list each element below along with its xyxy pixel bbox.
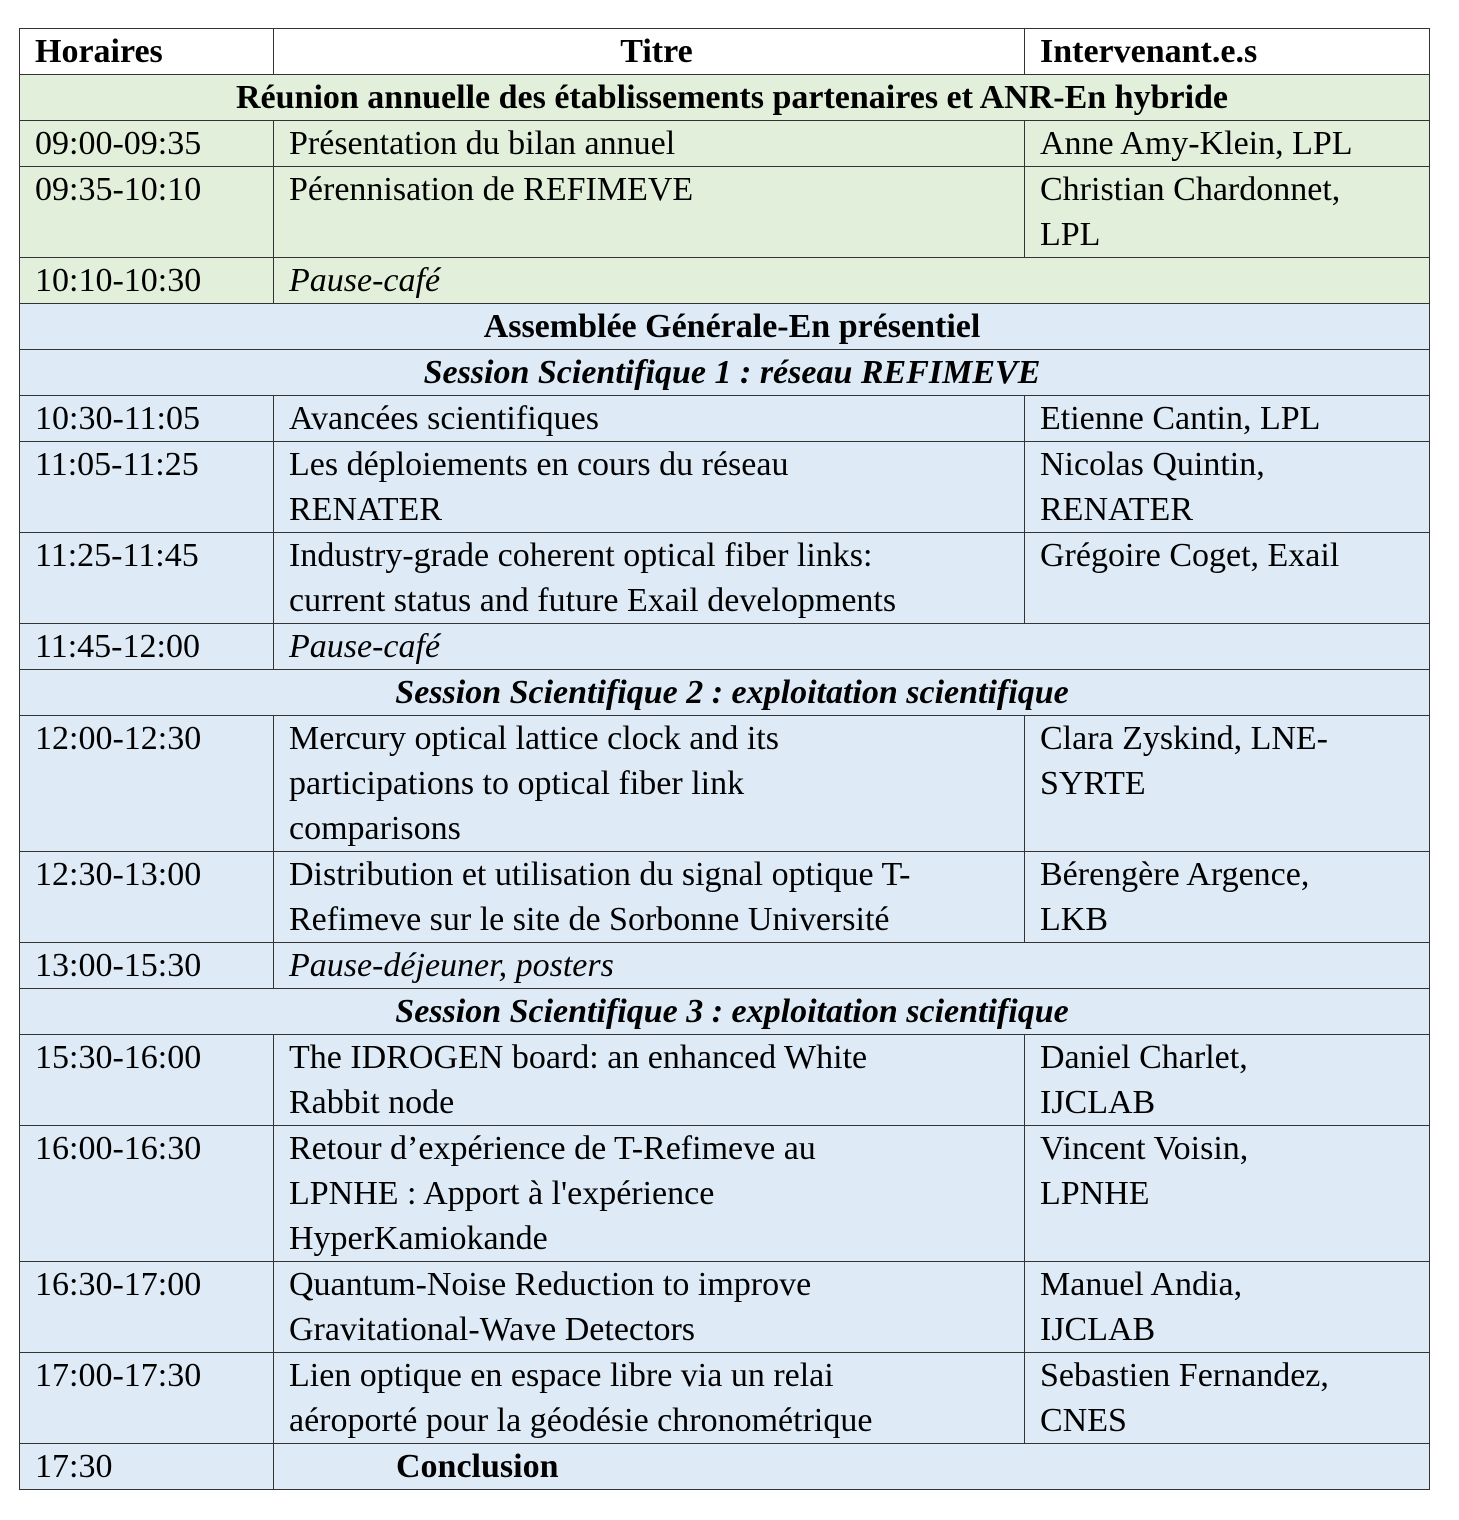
time-cell: 10:10-10:30 <box>20 258 274 304</box>
title-line: participations to optical fiber link <box>289 765 745 802</box>
session-row <box>20 350 1430 396</box>
speaker-line: LPL <box>1040 216 1101 253</box>
session-row <box>20 670 1430 716</box>
title-line: Gravitational-Wave Detectors <box>289 1311 696 1348</box>
speaker-line: Nicolas Quintin, <box>1040 446 1265 483</box>
schedule-table <box>19 28 1430 1490</box>
speaker-line: Clara Zyskind, LNE- <box>1040 720 1328 757</box>
conclusion-cell <box>274 1444 1430 1490</box>
pause-label: Pause-café <box>274 624 1430 670</box>
title-cell: Présentation du bilan annuel <box>274 121 1025 167</box>
section-title: Assemblée Générale-En présentiel <box>20 304 1430 350</box>
conclusion-row <box>20 1444 1430 1490</box>
title-cell <box>274 1353 1025 1444</box>
table-row <box>20 852 1430 943</box>
title-line: Industry-grade coherent optical fiber links: <box>289 537 873 574</box>
title-line: Avancées scientifiques <box>289 400 599 437</box>
title-line: Mercury optical lattice clock and its <box>289 720 779 757</box>
time-cell: 11:25-11:45 <box>20 533 274 624</box>
title-line: HyperKamiokande <box>289 1220 548 1257</box>
table-row <box>20 121 1430 167</box>
title-line: aéroporté pour la géodésie chronométrique <box>289 1402 873 1439</box>
table-row <box>20 1035 1430 1126</box>
speaker-cell <box>1025 167 1430 258</box>
speaker-line: CNES <box>1040 1402 1127 1439</box>
title-cell <box>274 533 1025 624</box>
time-cell: 12:30-13:00 <box>20 852 274 943</box>
table-row <box>20 442 1430 533</box>
time-cell: 10:30-11:05 <box>20 396 274 442</box>
speaker-line: Manuel Andia, <box>1040 1266 1243 1303</box>
title-line: comparisons <box>289 810 461 847</box>
title-line: Rabbit node <box>289 1084 455 1121</box>
speaker-cell <box>1025 533 1430 624</box>
table-row <box>20 1353 1430 1444</box>
title-cell <box>274 1126 1025 1262</box>
speaker-cell <box>1025 396 1430 442</box>
speaker-line: Bérengère Argence, <box>1040 856 1310 893</box>
pause-row <box>20 943 1430 989</box>
title-cell <box>274 442 1025 533</box>
speaker-cell <box>1025 716 1430 852</box>
title-line: Distribution et utilisation du signal optique T- <box>289 856 911 893</box>
speaker-cell <box>1025 852 1430 943</box>
title-cell: Pérennisation de REFIMEVE <box>274 167 1025 258</box>
time-cell: 16:30-17:00 <box>20 1262 274 1353</box>
table-row <box>20 167 1430 258</box>
title-cell <box>274 852 1025 943</box>
title-line: The IDROGEN board: an enhanced White <box>289 1039 868 1076</box>
conclusion-label: Conclusion <box>396 1448 559 1485</box>
time-cell: 16:00-16:30 <box>20 1126 274 1262</box>
speaker-line: Daniel Charlet, <box>1040 1039 1248 1076</box>
speaker-line: IJCLAB <box>1040 1084 1156 1121</box>
title-line: current status and future Exail developments <box>289 582 897 619</box>
speaker-line: SYRTE <box>1040 765 1146 802</box>
table-row <box>20 716 1430 852</box>
session-row <box>20 989 1430 1035</box>
table-row <box>20 1126 1430 1262</box>
speaker-line: Christian Chardonnet, <box>1040 171 1341 208</box>
table-row <box>20 396 1430 442</box>
speaker-line: IJCLAB <box>1040 1311 1156 1348</box>
speaker-line: Grégoire Coget, Exail <box>1040 537 1340 574</box>
header-title: Titre <box>274 29 1025 75</box>
speaker-line: LPNHE <box>1040 1175 1150 1212</box>
speaker-line: Sebastien Fernandez, <box>1040 1357 1329 1394</box>
title-line: Lien optique en espace libre via un relai <box>289 1357 834 1394</box>
title-line: RENATER <box>289 491 442 528</box>
session-title: Session Scientifique 3 : exploitation scientifique <box>20 989 1430 1035</box>
title-line: Refimeve sur le site de Sorbonne Université <box>289 901 890 938</box>
speaker-line: Etienne Cantin, LPL <box>1040 400 1321 437</box>
pause-label: Pause-déjeuner, posters <box>274 943 1430 989</box>
title-cell <box>274 1262 1025 1353</box>
title-cell <box>274 1035 1025 1126</box>
title-cell <box>274 396 1025 442</box>
time-cell: 17:30 <box>20 1444 274 1490</box>
speaker-line: Vincent Voisin, <box>1040 1130 1249 1167</box>
session-title: Session Scientifique 1 : réseau REFIMEVE <box>20 350 1430 396</box>
title-cell <box>274 716 1025 852</box>
section-title: Réunion annuelle des établissements partenaires et ANR-En hybride <box>20 75 1430 121</box>
pause-row <box>20 624 1430 670</box>
time-cell: 13:00-15:30 <box>20 943 274 989</box>
time-cell: 09:35-10:10 <box>20 167 274 258</box>
header-speakers: Intervenant.e.s <box>1025 29 1430 75</box>
time-cell: 17:00-17:30 <box>20 1353 274 1444</box>
speaker-line: RENATER <box>1040 491 1193 528</box>
speaker-cell <box>1025 1035 1430 1126</box>
time-cell: 11:45-12:00 <box>20 624 274 670</box>
header-row <box>20 29 1430 75</box>
section-row <box>20 304 1430 350</box>
time-cell: 12:00-12:30 <box>20 716 274 852</box>
pause-row <box>20 258 1430 304</box>
title-line: LPNHE : Apport à l'expérience <box>289 1175 715 1212</box>
section-row <box>20 75 1430 121</box>
speaker-cell <box>1025 1353 1430 1444</box>
title-line: Quantum-Noise Reduction to improve <box>289 1266 812 1303</box>
speaker-cell <box>1025 442 1430 533</box>
title-line: Retour d’expérience de T-Refimeve au <box>289 1130 816 1167</box>
speaker-cell <box>1025 1126 1430 1262</box>
time-cell: 11:05-11:25 <box>20 442 274 533</box>
table-row <box>20 1262 1430 1353</box>
pause-label: Pause-café <box>274 258 1430 304</box>
session-title: Session Scientifique 2 : exploitation scientifique <box>20 670 1430 716</box>
time-cell: 09:00-09:35 <box>20 121 274 167</box>
header-time: Horaires <box>20 29 274 75</box>
title-line: Les déploiements en cours du réseau <box>289 446 789 483</box>
time-cell: 15:30-16:00 <box>20 1035 274 1126</box>
table-row <box>20 533 1430 624</box>
speaker-cell <box>1025 1262 1430 1353</box>
speaker-line: LKB <box>1040 901 1108 938</box>
speaker-cell: Anne Amy-Klein, LPL <box>1025 121 1430 167</box>
